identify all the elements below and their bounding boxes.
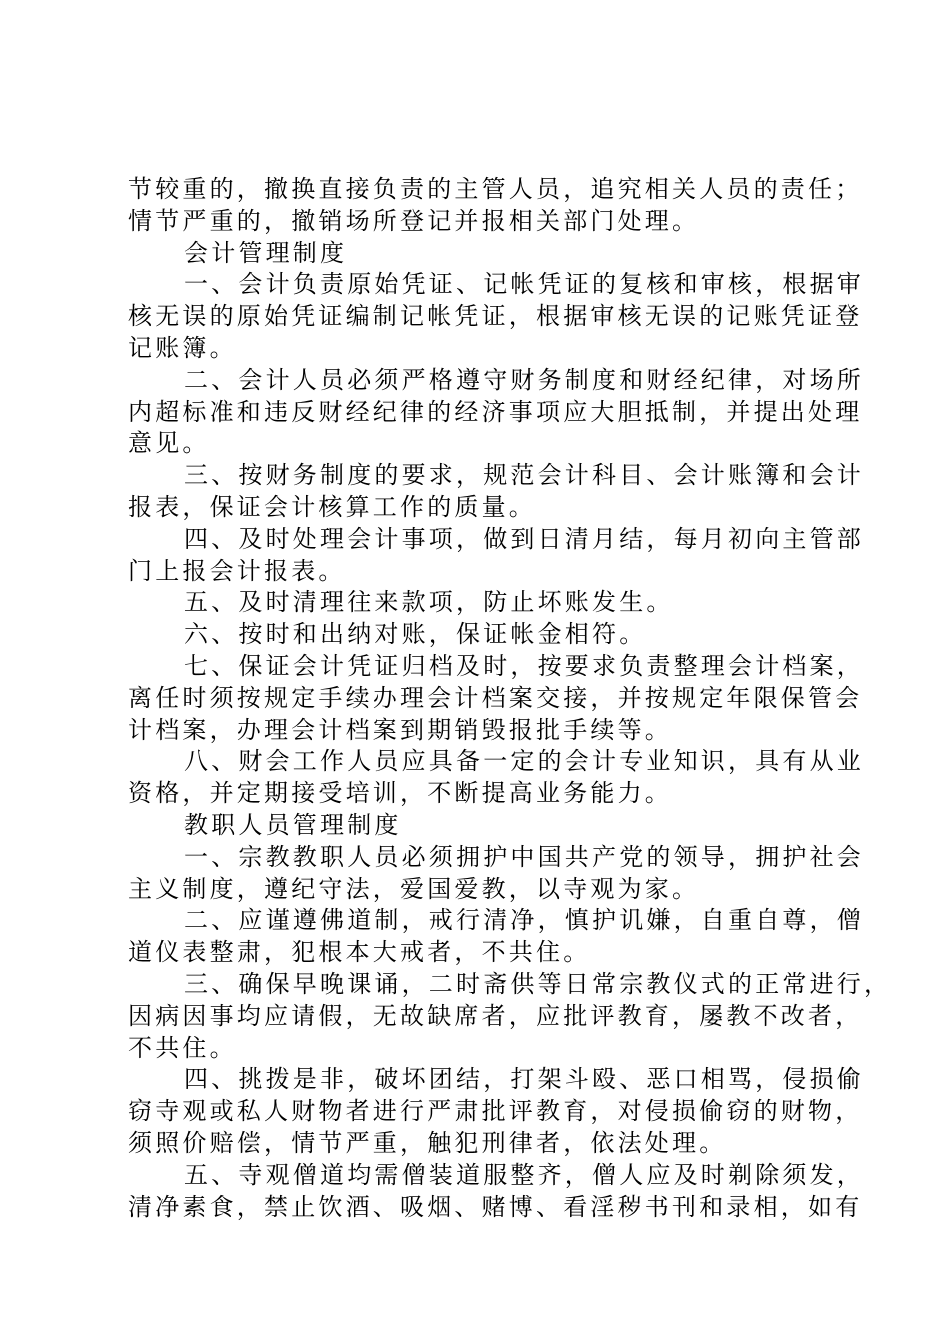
text-line: 四、及时处理会计事项，做到日清月结，每月初向主管部 — [184, 524, 864, 553]
text-line: 教职人员管理制度 — [184, 810, 402, 839]
text-line: 三、确保早晚课诵，二时斋供等日常宗教仪式的正常进行， — [184, 969, 892, 998]
text-line: 八、财会工作人员应具备一定的会计专业知识，具有从业 — [184, 747, 864, 776]
text-line: 主义制度，遵纪守法，爱国爱教，以寺观为家。 — [128, 874, 700, 903]
text-line: 情节严重的，撤销场所登记并报相关部门处理。 — [128, 206, 700, 235]
text-line: 六、按时和出纳对账，保证帐金相符。 — [184, 620, 647, 649]
text-line: 三、按财务制度的要求，规范会计科目、会计账簿和会计 — [184, 461, 864, 490]
text-line: 不共住。 — [128, 1033, 237, 1062]
text-line: 七、保证会计凭证归档及时，按要求负责整理会计档案， — [184, 651, 864, 680]
text-line: 节较重的，撤换直接负责的主管人员，追究相关人员的责任； — [128, 175, 863, 203]
text-line: 五、及时清理往来款项，防止坏账发生。 — [184, 588, 674, 617]
text-line: 二、应谨遵佛道制，戒行清净，慎护讥嫌，自重自尊，僧 — [184, 906, 864, 935]
text-line: 须照价赔偿，情节严重，触犯刑律者，依法处理。 — [128, 1128, 727, 1157]
text-line: 意见。 — [128, 429, 210, 458]
text-line: 报表，保证会计核算工作的质量。 — [128, 492, 536, 521]
text-line: 窃寺观或私人财物者进行严肃批评教育，对侵损偷窃的财物， — [128, 1097, 863, 1126]
text-line: 资格，并定期接受培训，不断提高业务能力。 — [128, 779, 672, 808]
text-line: 因病因事均应请假，无故缺席者，应批评教育，屡教不改者， — [128, 1001, 863, 1030]
text-line: 内超标准和违反财经纪律的经济事项应大胆抵制，并提出处理 — [128, 397, 863, 426]
text-line: 记账簿。 — [128, 333, 237, 362]
text-line: 四、挑拨是非，破坏团结，打架斗殴、恶口相骂，侵损偷 — [184, 1065, 864, 1094]
text-line: 计档案，办理会计档案到期销毁报批手续等。 — [128, 715, 672, 744]
text-line: 道仪表整肃，犯根本大戒者，不共住。 — [128, 938, 591, 967]
text-line: 离任时须按规定手续办理会计档案交接，并按规定年限保管会 — [128, 683, 863, 712]
text-line: 核无误的原始凭证编制记帐凭证，根据审核无误的记账凭证登 — [128, 302, 863, 331]
text-line: 二、会计人员必须严格遵守财务制度和财经纪律，对场所 — [184, 365, 864, 394]
document-body — [128, 174, 892, 1223]
text-line: 一、会计负责原始凭证、记帐凭证的复核和审核，根据审 — [184, 270, 864, 299]
text-line: 五、寺观僧道均需僧装道服整齐，僧人应及时剃除须发， — [184, 1160, 864, 1189]
text-line: 一、宗教教职人员必须拥护中国共产党的领导，拥护社会 — [184, 842, 864, 871]
text-line: 会计管理制度 — [184, 238, 348, 267]
text-line: 门上报会计报表。 — [128, 556, 346, 585]
text-line: 清净素食，禁止饮酒、吸烟、赌博、看淫秽书刊和录相，如有 — [128, 1192, 863, 1221]
